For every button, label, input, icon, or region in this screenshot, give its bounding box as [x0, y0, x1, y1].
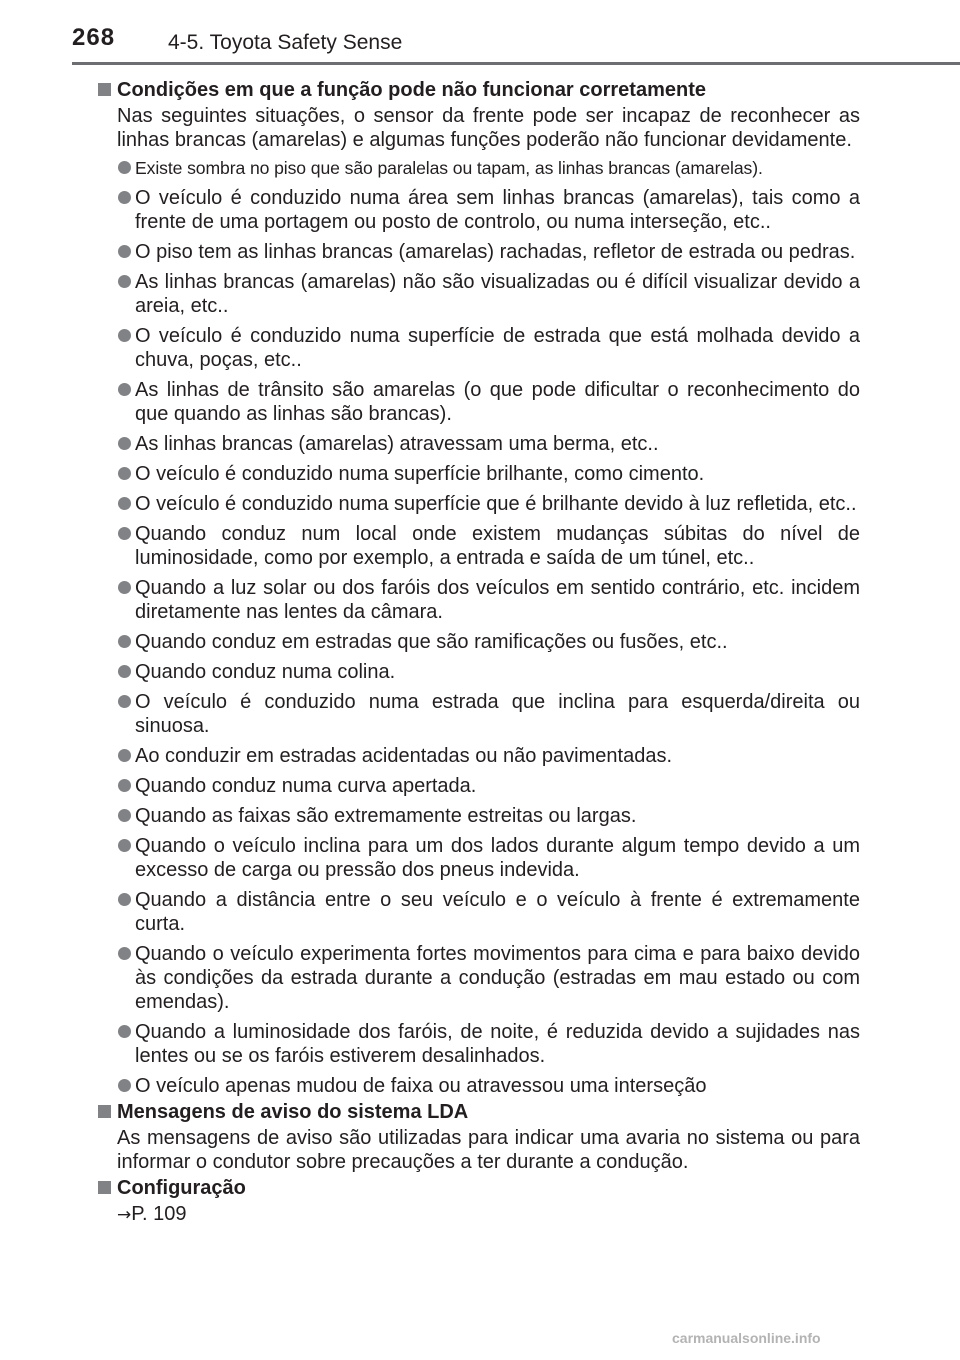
list-item: [117, 522, 860, 570]
list-item: [117, 834, 860, 882]
page-reference-text: P. 109: [131, 1203, 187, 1225]
list-item-text: As linhas de trânsito são amarelas (o que pode dificultar o reconhecimento do que quando as linhas são brancas).: [135, 379, 860, 425]
section-heading-text: Mensagens de aviso do sistema LDA: [117, 1101, 469, 1123]
page-header: [0, 0, 960, 62]
list-item-text: Quando o veículo experimenta fortes movimentos para cima e para baixo devido às condições da estrada durante a condução (estradas em mau estado ou com emendas).: [135, 943, 860, 1013]
list-item-text: As linhas brancas (amarelas) atravessam uma berma, etc..: [135, 433, 659, 455]
section-intro: As mensagens de aviso são utilizadas para indicar uma avaria no sistema ou para informar o condutor sobre precauções a ter durante a condução.: [117, 1127, 860, 1173]
list-item-text: Quando o veículo inclina para um dos lados durante algum tempo devido a um excesso de carga ou pressão dos pneus indevida.: [135, 835, 860, 881]
bullet-dot-icon: [118, 665, 131, 678]
bullet-dot-icon: [118, 467, 131, 480]
list-item-text: O veículo é conduzido numa superfície brilhante, como cimento.: [135, 463, 705, 485]
bullet-dot-icon: [118, 581, 131, 594]
bullet-dot-icon: [118, 893, 131, 906]
square-bullet-icon: [98, 83, 111, 96]
list-item: [117, 270, 860, 318]
section-heading-text: Condições em que a função pode não funcionar corretamente: [117, 79, 706, 101]
bullet-dot-icon: [118, 839, 131, 852]
list-item-text: Ao conduzir em estradas acidentadas ou não pavimentadas.: [135, 745, 673, 767]
bullet-dot-icon: [118, 275, 131, 288]
page-reference[interactable]: [117, 1202, 860, 1227]
list-item-text: Quando conduz em estradas que são ramificações ou fusões, etc..: [135, 631, 728, 653]
square-bullet-icon: [98, 1181, 111, 1194]
bullet-dot-icon: [118, 779, 131, 792]
list-item-text: Quando conduz numa colina.: [135, 661, 396, 683]
bullet-dot-icon: [118, 329, 131, 342]
list-item-text: O veículo é conduzido numa área sem linhas brancas (amarelas), tais como a frente de uma portagem ou posto de controlo, ou numa interseção, etc..: [135, 187, 860, 233]
bullet-dot-icon: [118, 635, 131, 648]
list-item-text: Quando conduz numa curva apertada.: [135, 775, 477, 797]
list-item-text: Quando a luminosidade dos faróis, de noite, é reduzida devido a sujidades nas lentes ou se os faróis estiverem desalinhados.: [135, 1021, 860, 1067]
bullet-dot-icon: [118, 245, 131, 258]
list-item: [117, 942, 860, 1014]
list-item-text: Existe sombra no piso que são paralelas ou tapam, as linhas brancas (amarelas).: [135, 158, 763, 178]
list-item: [117, 804, 860, 828]
list-item: [117, 774, 860, 798]
header-rule: [72, 62, 960, 65]
arrow-right-icon: →: [117, 1205, 132, 1225]
bullet-dot-icon: [118, 695, 131, 708]
list-item: [117, 690, 860, 738]
section-title: 4-5. Toyota Safety Sense: [168, 31, 403, 54]
list-item: [117, 888, 860, 936]
bullet-dot-icon: [118, 161, 131, 174]
page-content: [98, 76, 860, 1227]
list-item: [117, 240, 860, 264]
list-item: [117, 156, 860, 180]
section-intro: Nas seguintes situações, o sensor da frente pode ser incapaz de reconhecer as linhas brancas (amarelas) e algumas funções poderão não funcionar devidamente.: [117, 105, 860, 151]
list-item-text: Quando as faixas são extremamente estreitas ou largas.: [135, 805, 637, 827]
bullet-dot-icon: [118, 437, 131, 450]
section-heading-lda-warnings: [98, 1100, 860, 1124]
square-bullet-icon: [98, 1105, 111, 1118]
section-heading-configuration: [98, 1176, 860, 1200]
bullet-dot-icon: [118, 809, 131, 822]
list-item: [117, 630, 860, 654]
list-item-text: O veículo é conduzido numa superfície que é brilhante devido à luz refletida, etc..: [135, 493, 857, 515]
list-item: [117, 186, 860, 234]
list-item-text: O veículo apenas mudou de faixa ou atravessou uma interseção: [135, 1075, 707, 1097]
list-item: [117, 432, 860, 456]
page-number: 268: [72, 24, 116, 51]
bullet-dot-icon: [118, 527, 131, 540]
bullet-dot-icon: [118, 191, 131, 204]
list-item: [117, 462, 860, 486]
list-item: [117, 576, 860, 624]
list-item-text: O veículo é conduzido numa estrada que inclina para esquerda/direita ou sinuosa.: [135, 691, 860, 737]
watermark: carmanualsonline.info: [672, 1330, 821, 1346]
list-item-text: Quando conduz num local onde existem mudanças súbitas do nível de luminosidade, como por exemplo, a entrada e saída de um túnel, etc..: [135, 523, 860, 569]
list-item-text: Quando a luz solar ou dos faróis dos veículos em sentido contrário, etc. incidem diretamente nas lentes da câmara.: [135, 577, 860, 623]
section-heading-text: Configuração: [117, 1177, 246, 1199]
list-item: [117, 1074, 860, 1098]
list-item: [117, 744, 860, 768]
bullet-dot-icon: [118, 1079, 131, 1092]
list-item-text: O piso tem as linhas brancas (amarelas) rachadas, refletor de estrada ou pedras.: [135, 241, 856, 263]
list-item: [117, 1020, 860, 1068]
conditions-list: [98, 156, 860, 1098]
section-heading-conditions: [98, 78, 860, 102]
bullet-dot-icon: [118, 497, 131, 510]
list-item-text: O veículo é conduzido numa superfície de estrada que está molhada devido a chuva, poças, etc..: [135, 325, 860, 371]
list-item: [117, 324, 860, 372]
list-item: [117, 378, 860, 426]
list-item-text: Quando a distância entre o seu veículo e o veículo à frente é extremamente curta.: [135, 889, 860, 935]
list-item: [117, 660, 860, 684]
bullet-dot-icon: [118, 749, 131, 762]
bullet-dot-icon: [118, 383, 131, 396]
list-item: [117, 492, 860, 516]
bullet-dot-icon: [118, 947, 131, 960]
bullet-dot-icon: [118, 1025, 131, 1038]
list-item-text: As linhas brancas (amarelas) não são visualizadas ou é difícil visualizar devido a areia, etc..: [135, 271, 860, 317]
